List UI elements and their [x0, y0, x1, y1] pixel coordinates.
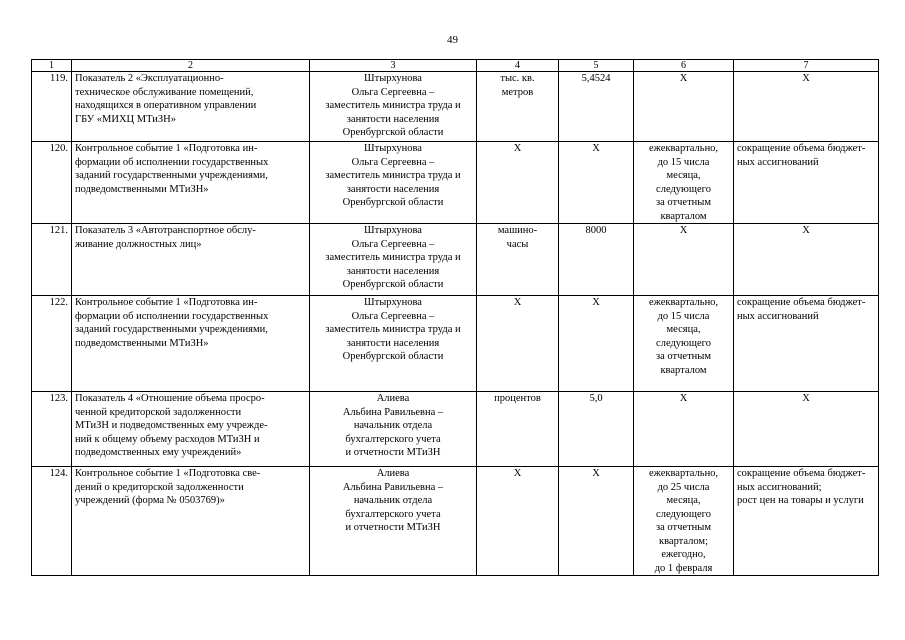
indicator-value: 5,4524 — [559, 72, 634, 142]
unit-of-measure — [477, 72, 559, 142]
cell-line: Ольга Сергеевна – — [351, 86, 435, 98]
responsible-person — [310, 142, 477, 224]
cell-line: Показатель 3 «Автотранспортное обслу- — [75, 225, 256, 236]
cell-line: Х — [679, 225, 688, 236]
indicator-name — [72, 72, 310, 142]
cell-line: МТиЗН и подведомственных ему учрежде- — [75, 420, 268, 431]
consequence — [734, 72, 879, 142]
header-cell: 7 — [734, 60, 879, 72]
cell-line: формации об исполнении государственных — [75, 310, 269, 322]
table-row — [32, 392, 879, 467]
cell-line: занятости населения — [346, 265, 440, 277]
cell-line: Ольга Сергеевна – — [351, 238, 435, 250]
cell-line: следующего — [656, 508, 711, 520]
cell-line: до 15 числа — [657, 156, 710, 168]
cell-line: заместитель министра труда и — [325, 100, 461, 111]
cell-line: ежеквартально, — [648, 143, 719, 154]
cell-line: следующего — [656, 183, 711, 195]
cell-line: начальник отдела — [353, 495, 433, 506]
cell-line: занятости населения — [346, 183, 440, 195]
deadline — [634, 467, 734, 576]
cell-line: Штырхунова — [364, 73, 422, 84]
header-cell: 2 — [72, 60, 310, 72]
cell-line: машино- — [497, 225, 538, 236]
deadline — [634, 224, 734, 296]
cell-line: Ольга Сергеевна – — [351, 310, 435, 322]
cell-line: Х — [513, 297, 522, 308]
cell-line: Оренбургской области — [342, 279, 444, 290]
cell-line: ных ассигнований — [737, 310, 819, 322]
cell-line: заданий государственными учреждениями, — [75, 170, 268, 181]
cell-line: и отчетности МТиЗН — [345, 447, 441, 458]
cell-line: сокращение объема бюджет- — [737, 468, 866, 479]
cell-line: Оренбургской области — [342, 197, 444, 208]
cell-line: подведомственных ему учреждений» — [75, 447, 242, 458]
cell-line: учреждений (форма № 0503769)» — [75, 495, 225, 506]
responsible-person — [310, 467, 477, 576]
cell-line: Контрольное событие 1 «Подготовка ин- — [75, 143, 258, 154]
cell-line: бухгалтерского учета — [345, 433, 441, 445]
cell-line: метров — [501, 86, 534, 98]
cell-line: процентов — [494, 393, 541, 404]
cell-line: Ольга Сергеевна – — [351, 156, 435, 168]
cell-line: подведомственными МТиЗН» — [75, 183, 209, 195]
header-cell: 3 — [310, 60, 477, 72]
consequence — [734, 467, 879, 576]
cell-line: Х — [513, 468, 522, 479]
cell-line: Оренбургской области — [342, 127, 444, 138]
header-cell: 6 — [634, 60, 734, 72]
cell-line: за отчетным — [656, 522, 711, 533]
cell-line: Х — [802, 393, 810, 404]
cell-line: ных ассигнований; — [737, 481, 822, 493]
cell-line: Контрольное событие 1 «Подготовка ин- — [75, 297, 258, 308]
cell-line: часы — [506, 238, 529, 250]
indicator-value: Х — [559, 467, 634, 576]
cell-line: месяца, — [666, 495, 701, 506]
cell-line: Штырхунова — [364, 143, 422, 154]
cell-line: Алиева — [376, 393, 410, 404]
cell-line: Контрольное событие 1 «Подготовка све- — [75, 468, 261, 479]
unit-of-measure — [477, 296, 559, 392]
deadline — [634, 296, 734, 392]
responsible-person — [310, 72, 477, 142]
report-table — [31, 59, 879, 576]
header-cell: 4 — [477, 60, 559, 72]
cell-line: заместитель министра труда и — [325, 324, 461, 335]
table-row — [32, 72, 879, 142]
cell-line: тыс. кв. — [500, 73, 535, 84]
responsible-person — [310, 392, 477, 467]
cell-line: кварталом — [660, 364, 707, 376]
cell-line: Х — [513, 143, 522, 154]
cell-line: и отчетности МТиЗН — [345, 522, 441, 533]
cell-line: следующего — [656, 337, 711, 349]
deadline — [634, 72, 734, 142]
indicator-name — [72, 392, 310, 467]
cell-line: Х — [802, 73, 810, 84]
table-row — [32, 224, 879, 296]
cell-line: за отчетным — [656, 351, 711, 362]
deadline — [634, 142, 734, 224]
consequence — [734, 296, 879, 392]
header-cell: 5 — [559, 60, 634, 72]
row-number: 124. — [32, 467, 72, 576]
cell-line: кварталом — [660, 210, 707, 222]
cell-line: заместитель министра труда и — [325, 252, 461, 263]
cell-line: Х — [802, 225, 810, 236]
cell-line: техническое обслуживание помещений, — [75, 86, 254, 98]
cell-line: Алиева — [376, 468, 410, 479]
indicator-name — [72, 296, 310, 392]
cell-line: подведомственными МТиЗН» — [75, 337, 209, 349]
page-number: 49 — [447, 34, 458, 46]
unit-of-measure — [477, 392, 559, 467]
cell-line: ежегодно, — [661, 549, 706, 560]
cell-line: Х — [679, 73, 688, 84]
cell-line: Х — [679, 393, 688, 404]
unit-of-measure — [477, 467, 559, 576]
cell-line: Штырхунова — [364, 297, 422, 308]
consequence — [734, 142, 879, 224]
cell-line: рост цен на товары и услуги — [737, 495, 864, 506]
cell-line: заданий государственными учреждениями, — [75, 324, 268, 335]
indicator-name — [72, 224, 310, 296]
cell-line: до 1 февраля — [654, 562, 713, 574]
header-row — [32, 60, 879, 72]
row-number: 119. — [32, 72, 72, 142]
cell-line: ний к общему объему расходов МТиЗН и — [75, 433, 260, 445]
table-row — [32, 467, 879, 576]
cell-line: занятости населения — [346, 113, 440, 125]
deadline — [634, 392, 734, 467]
cell-line: занятости населения — [346, 337, 440, 349]
indicator-name — [72, 142, 310, 224]
indicator-value: Х — [559, 142, 634, 224]
cell-line: формации об исполнении государственных — [75, 156, 269, 168]
cell-line: Штырхунова — [364, 225, 422, 236]
cell-line: месяца, — [666, 324, 701, 335]
cell-line: Оренбургской области — [342, 351, 444, 362]
table-row — [32, 142, 879, 224]
cell-line: Показатель 2 «Эксплуатационно- — [75, 73, 224, 84]
cell-line: месяца, — [666, 170, 701, 181]
row-number: 121. — [32, 224, 72, 296]
indicator-value: Х — [559, 296, 634, 392]
cell-line: до 15 числа — [657, 310, 710, 322]
cell-line: сокращение объема бюджет- — [737, 297, 866, 308]
responsible-person — [310, 224, 477, 296]
cell-line: ГБУ «МИХЦ МТиЗН» — [75, 113, 176, 125]
cell-line: Показатель 4 «Отношение объема просро- — [75, 393, 265, 404]
indicator-value: 5,0 — [559, 392, 634, 467]
row-number: 123. — [32, 392, 72, 467]
cell-line: Альбина Равильевна – — [342, 406, 444, 418]
cell-line: за отчетным — [656, 197, 711, 208]
cell-line: ежеквартально, — [648, 297, 719, 308]
consequence — [734, 392, 879, 467]
unit-of-measure — [477, 142, 559, 224]
row-number: 120. — [32, 142, 72, 224]
cell-line: находящихся в оперативном управлении — [75, 100, 257, 111]
cell-line: сокращение объема бюджет- — [737, 143, 866, 154]
cell-line: Альбина Равильевна – — [342, 481, 444, 493]
consequence — [734, 224, 879, 296]
unit-of-measure — [477, 224, 559, 296]
row-number: 122. — [32, 296, 72, 392]
cell-line: заместитель министра труда и — [325, 170, 461, 181]
indicator-value: 8000 — [559, 224, 634, 296]
cell-line: кварталом; — [658, 535, 708, 547]
cell-line: ных ассигнований — [737, 156, 819, 168]
cell-line: дений о кредиторской задолженности — [75, 481, 244, 493]
cell-line: живание должностных лиц» — [75, 238, 202, 250]
responsible-person — [310, 296, 477, 392]
cell-line: бухгалтерского учета — [345, 508, 441, 520]
cell-line: начальник отдела — [353, 420, 433, 431]
cell-line: ежеквартально, — [648, 468, 719, 479]
indicator-name — [72, 467, 310, 576]
cell-line: до 25 числа — [657, 481, 710, 493]
cell-line: ченной кредиторской задолженности — [75, 406, 242, 418]
table-row — [32, 296, 879, 392]
header-cell: 1 — [32, 60, 72, 72]
